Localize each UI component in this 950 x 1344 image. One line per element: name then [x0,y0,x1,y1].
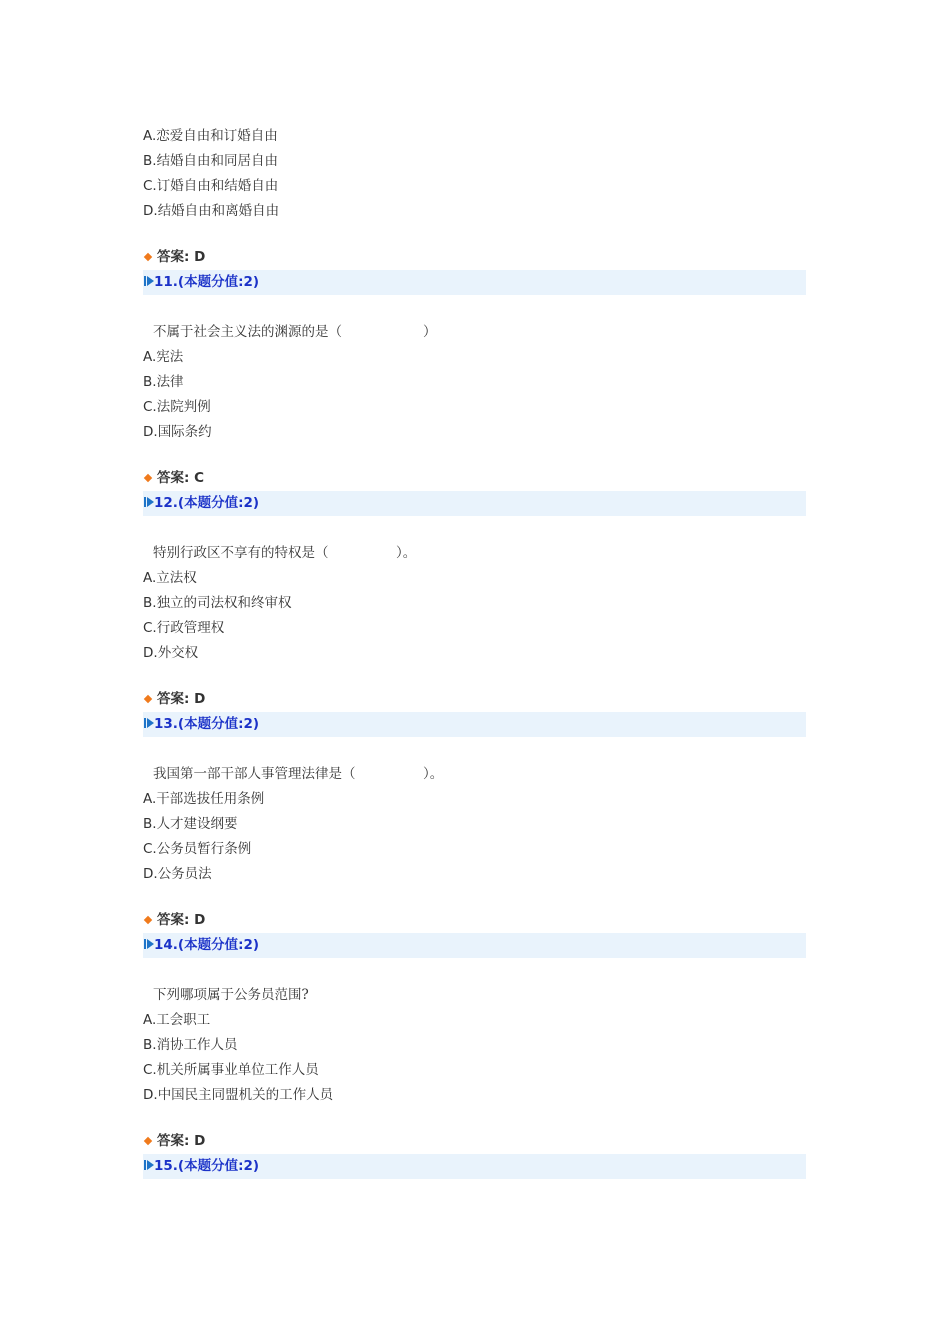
option-item: B.人才建设纲要 [143,816,238,832]
blue-arrow-icon [144,275,154,287]
option-item: A.宪法 [143,349,184,365]
option-item: C.公务员暂行条例 [143,841,252,857]
option-item: A.恋爱自由和订婚自由 [143,128,278,144]
option-item: A.工会职工 [143,1012,211,1028]
orange-diamond-icon [144,473,152,481]
question-header: 12.(本题分值:2) [143,491,806,516]
options-list [143,124,806,224]
question-stem: 不属于社会主义法的渊源的是（ ） [153,324,437,340]
answer-line: 答案: D [143,687,806,712]
option-item: D.外交权 [143,645,199,661]
option-item: D.中国民主同盟机关的工作人员 [143,1087,334,1103]
answer-line: 答案: D [143,908,806,933]
option-item: B.法律 [143,374,184,390]
orange-diamond-icon [144,252,152,260]
question-header: 14.(本题分值:2) [143,933,806,958]
blue-arrow-icon [144,496,154,508]
option-item: C.机关所属事业单位工作人员 [143,1062,319,1078]
blue-arrow-icon [144,938,154,950]
question-header: 15.(本题分值:2) [143,1154,806,1179]
option-item: A.干部选拔任用条例 [143,791,265,807]
option-item: D.结婚自由和离婚自由 [143,203,280,219]
option-item: C.订婚自由和结婚自由 [143,178,279,194]
quiz-content [143,124,806,1179]
question-header: 11.(本题分值:2) [143,270,806,295]
option-item: D.国际条约 [143,424,212,440]
orange-diamond-icon [144,1136,152,1144]
answer-line: 答案: C [143,466,806,491]
blue-arrow-icon [144,1159,154,1171]
answer-line: 答案: D [143,1129,806,1154]
option-item: A.立法权 [143,570,197,586]
orange-diamond-icon [144,694,152,702]
option-item: D.公务员法 [143,866,212,882]
option-item: C.行政管理权 [143,620,225,636]
option-item: B.独立的司法权和终审权 [143,595,292,611]
option-item: B.消协工作人员 [143,1037,238,1053]
question-header: 13.(本题分值:2) [143,712,806,737]
orange-diamond-icon [144,915,152,923]
option-item: B.结婚自由和同居自由 [143,153,279,169]
answer-line: 答案: D [143,245,806,270]
option-item: C.法院判例 [143,399,211,415]
question-stem: 我国第一部干部人事管理法律是（ ）。 [153,766,444,782]
question-stem: 特别行政区不享有的特权是（ ）。 [153,545,417,561]
question-stem: 下列哪项属于公务员范围? [153,987,309,1003]
blue-arrow-icon [144,717,154,729]
